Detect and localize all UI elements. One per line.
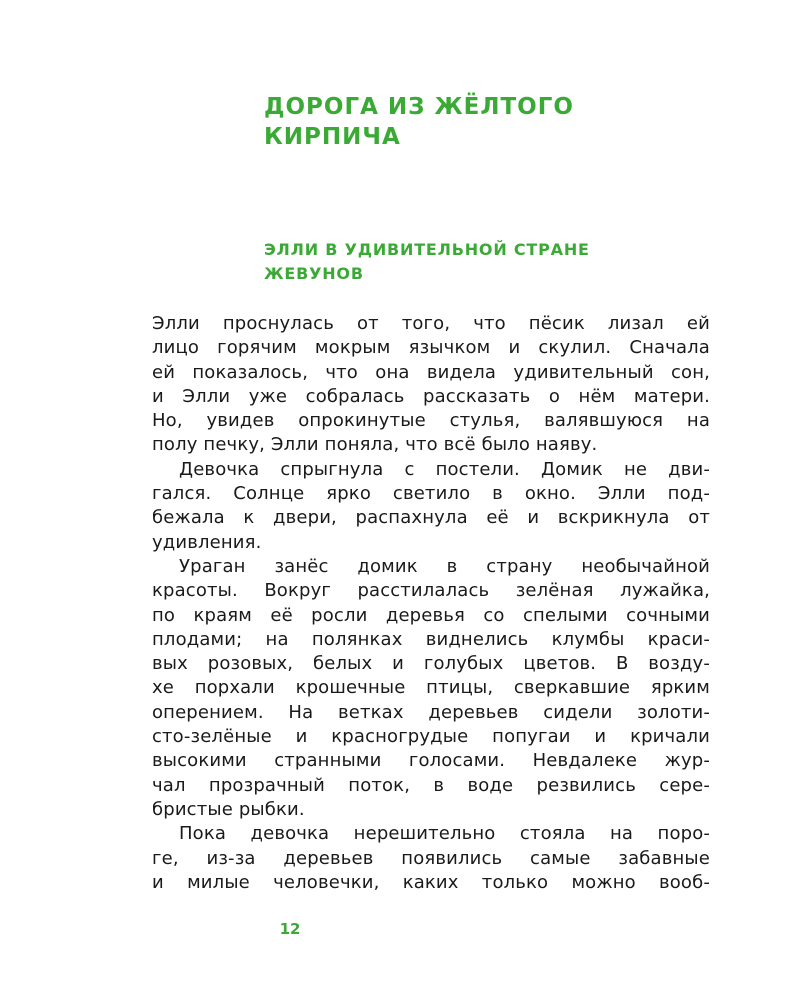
chapter-title-line: ЭЛЛИ В УДИВИТЕЛЬНОЙ СТРАНЕ	[264, 240, 590, 259]
text-line: вых розовых, белых и голубых цветов. В возду-	[152, 653, 710, 675]
body-text	[152, 312, 710, 895]
text-line: хе порхали крошечные птицы, сверкавшие ярким	[152, 677, 710, 699]
part-title-line: КИРПИЧА	[264, 124, 401, 150]
text-line: по краям её росли деревья со спелыми сочными	[152, 604, 710, 626]
text-line: и милые человечки, каких только можно вооб-	[152, 871, 710, 893]
text-line: бежала к двери, распахнула её и вскрикнула от	[152, 507, 710, 529]
text-line: оперением. На ветках деревьев сидели золоти-	[152, 701, 710, 723]
chapter-title-line: ЖЕВУНОВ	[264, 264, 364, 283]
text-line: бристые рыбки.	[152, 798, 305, 820]
text-line: ге, из-за деревьев появились самые забавные	[152, 847, 710, 869]
text-line: ей показалось, что она видела удивительный сон,	[152, 361, 710, 383]
part-title	[264, 92, 684, 152]
text-line: лицо горячим мокрым язычком и скулил. Сначала	[152, 337, 710, 359]
part-title-line: ДОРОГА ИЗ ЖЁЛТОГО	[264, 94, 574, 120]
text-line: чал прозрачный поток, в воде резвились сере-	[152, 774, 710, 796]
text-line: высокими странными голосами. Невдалеке жур-	[152, 750, 710, 772]
text-line: Ураган занёс домик в страну необычайной	[179, 555, 710, 577]
text-line: и Элли уже собралась рассказать о нём матери.	[152, 385, 710, 407]
text-line: плодами; на полянках виднелись клумбы краси-	[152, 628, 710, 650]
text-line: удивления.	[152, 531, 262, 553]
chapter-title	[264, 238, 684, 286]
text-line: гался. Солнце ярко светило в окно. Элли под-	[152, 483, 710, 505]
text-line: Пока девочка нерешительно стояла на поро-	[179, 823, 710, 845]
text-line: Девочка спрыгнула с постели. Домик не дви-	[179, 458, 710, 480]
text-line: Но, увидев опрокинутые стулья, валявшуюся на	[152, 410, 710, 432]
text-line: полу печку, Элли поняла, что всё было наяву.	[152, 434, 598, 456]
text-line: сто-зелёные и красногрудые попугаи и кричали	[152, 726, 710, 748]
text-line: Элли проснулась от того, что пёсик лизал ей	[152, 313, 710, 334]
page-number: 12	[279, 920, 301, 938]
text-line: красоты. Вокруг расстилалась зелёная лужайка,	[152, 580, 710, 602]
